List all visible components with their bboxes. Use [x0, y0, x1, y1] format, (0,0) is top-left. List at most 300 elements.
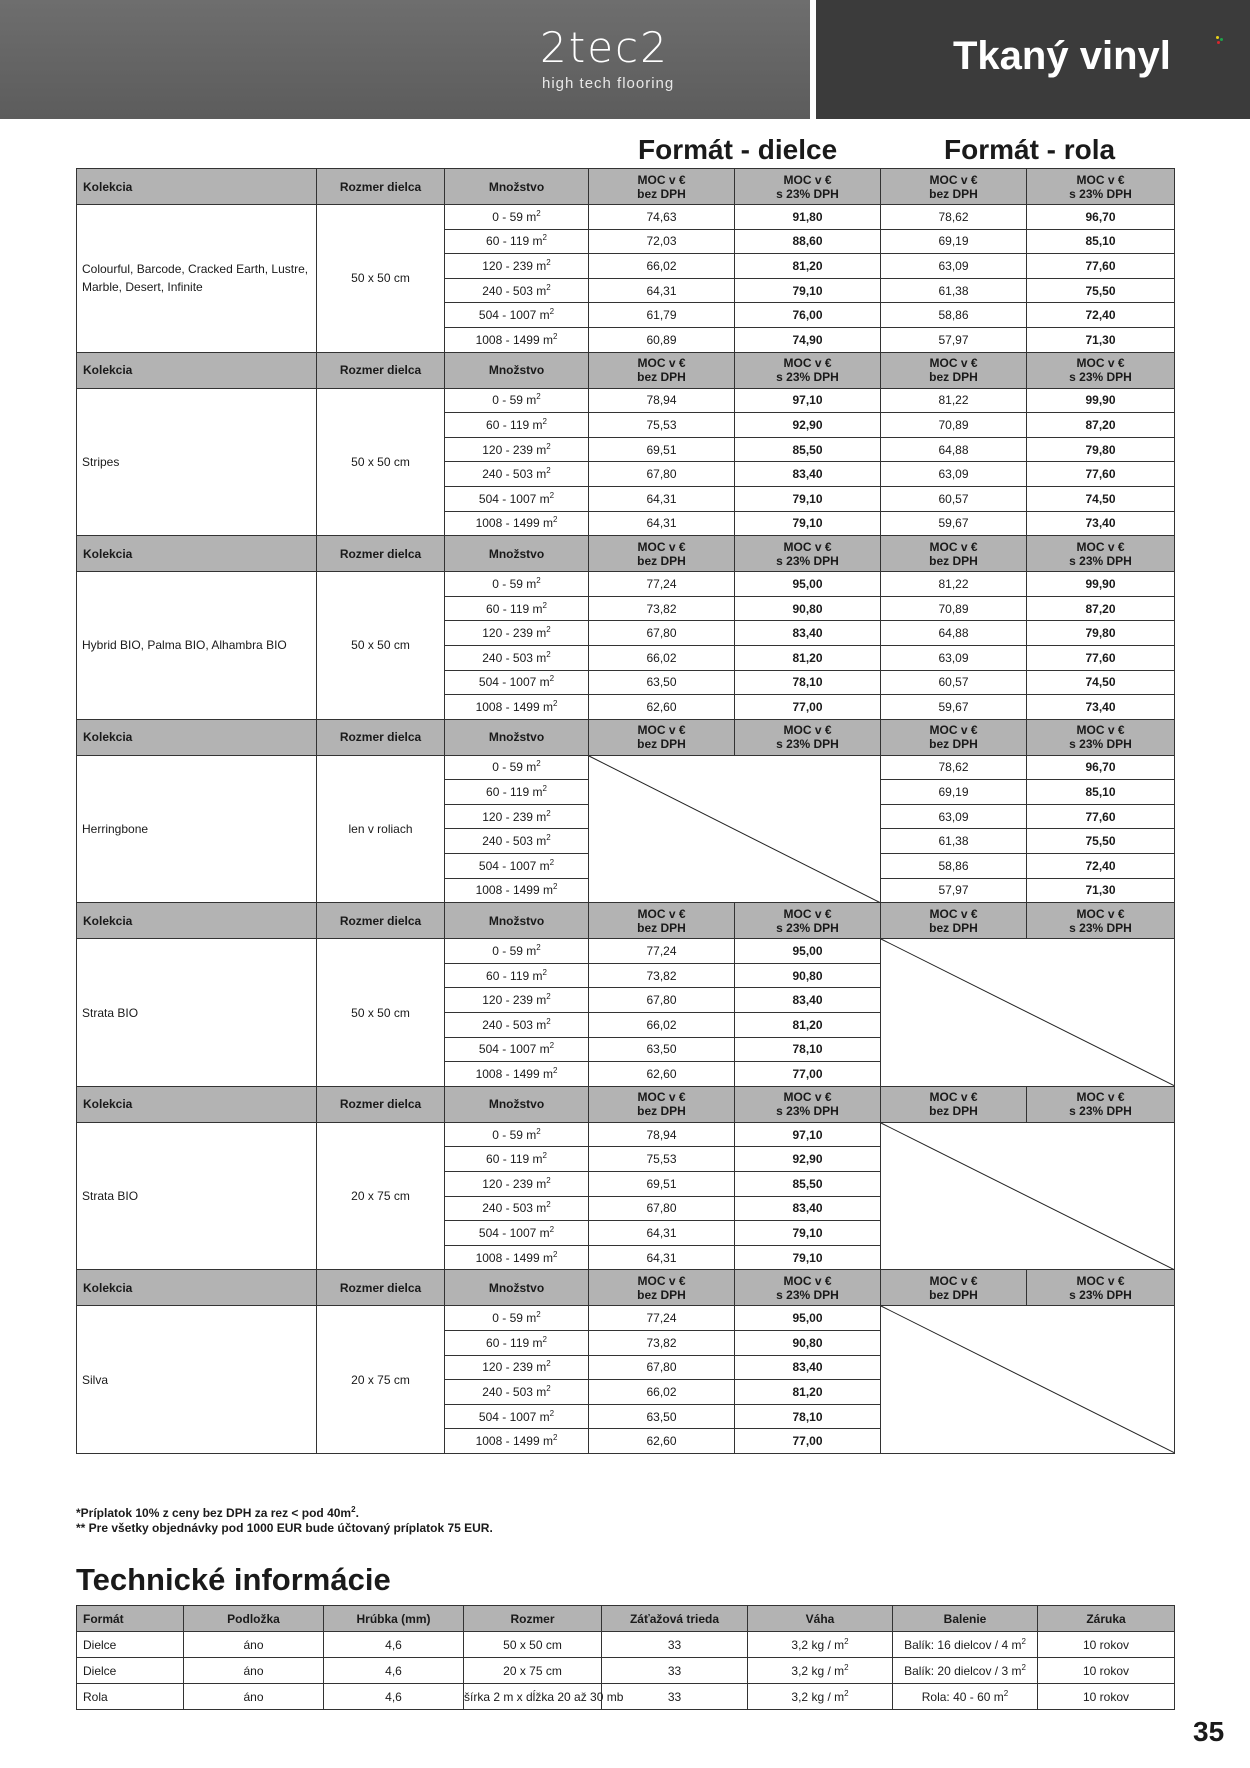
price-tiles-incl-vat: 77,00	[735, 695, 881, 720]
price-tiles-excl-vat: 64,31	[589, 278, 735, 303]
quantity-text: 60 - 119 m	[486, 1335, 543, 1350]
price-roll-excl-vat: 57,97	[881, 327, 1027, 352]
tech-cell	[748, 1684, 893, 1710]
price-roll-excl-vat: 59,67	[881, 695, 1027, 720]
price-tiles-incl-vat: 83,40	[735, 621, 881, 646]
quantity-tier	[445, 939, 589, 964]
tech-cell-text: 33	[667, 1689, 682, 1704]
quantity-header: Množstvo	[445, 352, 589, 388]
moc-label: MOC v €	[1076, 539, 1125, 554]
tech-cell-text: Dielce	[83, 1637, 117, 1652]
tech-header-row	[77, 1606, 1175, 1632]
price-roll-excl-vat: 78,62	[881, 755, 1027, 780]
quantity-text: 240 - 503 m	[482, 834, 547, 849]
size-header: Rozmer dielca	[317, 1270, 445, 1306]
moc-label: MOC v €	[929, 723, 978, 738]
collection-name: Strata BIO	[77, 1122, 317, 1270]
collection-header: Kolekcia	[77, 719, 317, 755]
price-tiles-incl-vat: 79,10	[735, 511, 881, 536]
price-tiles-excl-vat: 63,50	[589, 670, 735, 695]
price-column-header	[735, 1270, 881, 1306]
quantity-text: 120 - 239 m	[482, 442, 547, 457]
tile-size: 50 x 50 cm	[317, 572, 445, 720]
quantity-tier	[445, 755, 589, 780]
price-tiles-incl-vat: 81,20	[735, 254, 881, 279]
price-column-header	[735, 1086, 881, 1122]
price-tiles-incl-vat: 81,20	[735, 1013, 881, 1038]
moc-label: MOC v €	[1076, 1273, 1125, 1288]
price-tiles-incl-vat: 79,10	[735, 486, 881, 511]
price-roll-excl-vat: 63,09	[881, 462, 1027, 487]
price-roll-excl-vat: 58,86	[881, 303, 1027, 328]
moc-label: MOC v €	[929, 356, 978, 371]
tech-cell	[893, 1632, 1038, 1658]
vat-label: bez DPH	[929, 737, 978, 752]
size-header: Rozmer dielca	[317, 352, 445, 388]
tech-cell-text: šírka 2 m x dĺžka 20 až 30 mb	[464, 1689, 624, 1704]
unit-superscript: 2	[549, 674, 555, 684]
tech-cell-text: 4,6	[385, 1637, 402, 1652]
price-tiles-excl-vat: 64,31	[589, 486, 735, 511]
quantity-header: Množstvo	[445, 719, 589, 755]
tech-row	[77, 1632, 1175, 1658]
vat-label: s 23% DPH	[776, 553, 839, 568]
tech-cell-text: 50 x 50 cm	[503, 1637, 562, 1652]
unit-superscript: 2	[536, 392, 541, 402]
table-row	[77, 755, 1175, 780]
price-tiles-excl-vat: 63,50	[589, 1037, 735, 1062]
moc-label: MOC v €	[1076, 356, 1125, 371]
quantity-text: 1008 - 1499 m	[475, 1250, 553, 1265]
tech-cell	[1038, 1684, 1175, 1710]
price-tiles-excl-vat: 64,31	[589, 1221, 735, 1246]
price-tiles-excl-vat: 67,80	[589, 462, 735, 487]
moc-label: MOC v €	[637, 1090, 686, 1105]
price-roll-incl-vat: 77,60	[1027, 462, 1175, 487]
price-tiles-incl-vat: 83,40	[735, 1196, 881, 1221]
collection-name: Strata BIO	[77, 939, 317, 1087]
price-tiles-excl-vat: 64,31	[589, 511, 735, 536]
price-roll-incl-vat: 74,50	[1027, 670, 1175, 695]
price-tiles-incl-vat: 83,40	[735, 462, 881, 487]
price-tiles-incl-vat: 78,10	[735, 670, 881, 695]
price-roll-incl-vat: 79,80	[1027, 437, 1175, 462]
vat-label: bez DPH	[929, 186, 978, 201]
quantity-text: 120 - 239 m	[482, 626, 547, 641]
price-roll-excl-vat: 57,97	[881, 878, 1027, 903]
tile-size: len v roliach	[317, 755, 445, 903]
unit-superscript: 2	[536, 759, 541, 769]
tech-cell	[324, 1658, 464, 1684]
price-roll-incl-vat: 71,30	[1027, 878, 1175, 903]
quantity-text: 120 - 239 m	[482, 258, 547, 273]
price-tiles-excl-vat: 62,60	[589, 1062, 735, 1087]
price-column-header	[881, 1270, 1027, 1306]
price-tiles-excl-vat: 78,94	[589, 1122, 735, 1147]
quantity-text: 504 - 1007 m	[478, 1409, 550, 1424]
quantity-tier	[445, 1122, 589, 1147]
page-number: 35	[1193, 1716, 1225, 1747]
price-column-header	[735, 169, 881, 205]
quantity-header: Množstvo	[445, 1270, 589, 1306]
price-column-header	[1027, 719, 1175, 755]
tech-cell-text: Rola	[83, 1689, 108, 1704]
quantity-tier	[445, 1380, 589, 1405]
group-header-row	[77, 719, 1175, 755]
moc-label: MOC v €	[929, 539, 978, 554]
price-tiles-excl-vat: 77,24	[589, 1306, 735, 1331]
tech-cell-text: Rola: 40 - 60 m	[921, 1689, 1004, 1704]
price-tiles-excl-vat: 60,89	[589, 327, 735, 352]
price-tiles-incl-vat: 92,90	[735, 413, 881, 438]
price-column-header	[735, 352, 881, 388]
quantity-tier	[445, 780, 589, 805]
quantity-text: 504 - 1007 m	[478, 491, 550, 506]
quantity-tier	[445, 878, 589, 903]
tech-cell	[893, 1684, 1038, 1710]
price-tiles-incl-vat: 90,80	[735, 963, 881, 988]
tech-cell	[184, 1632, 324, 1658]
quantity-text: 0 - 59 m	[492, 1311, 537, 1326]
price-tiles-excl-vat: 61,79	[589, 303, 735, 328]
size-header: Rozmer dielca	[317, 903, 445, 939]
price-tiles-excl-vat: 66,02	[589, 1380, 735, 1405]
unit-superscript: 2	[552, 331, 558, 341]
price-column-header	[735, 719, 881, 755]
unit-superscript: 2	[546, 1200, 551, 1210]
unit-superscript: 2	[546, 992, 551, 1002]
price-roll-excl-vat: 60,57	[881, 670, 1027, 695]
price-roll-incl-vat: 99,90	[1027, 572, 1175, 597]
quantity-tier	[445, 1355, 589, 1380]
tech-cell-text: áno	[243, 1663, 264, 1678]
tech-cell-text: 10 rokov	[1082, 1689, 1130, 1704]
quantity-tier	[445, 388, 589, 413]
quantity-text: 60 - 119 m	[486, 785, 543, 800]
unit-superscript: 2	[552, 1433, 558, 1443]
vat-label: bez DPH	[637, 370, 686, 385]
quantity-tier	[445, 829, 589, 854]
tech-column-header: Váha	[748, 1606, 893, 1632]
tech-info-table	[76, 1605, 1175, 1710]
quantity-tier	[445, 327, 589, 352]
price-tiles-incl-vat: 79,10	[735, 278, 881, 303]
price-table	[76, 168, 1175, 1454]
price-column-header	[589, 169, 735, 205]
quantity-tier	[445, 254, 589, 279]
tech-cell-text: 33	[667, 1637, 682, 1652]
quantity-text: 120 - 239 m	[482, 1360, 547, 1375]
quantity-tier	[445, 1013, 589, 1038]
quantity-tier	[445, 1306, 589, 1331]
tech-column-header: Balenie	[893, 1606, 1038, 1632]
unit-superscript: 2	[542, 1334, 547, 1344]
table-row	[77, 388, 1175, 413]
price-tiles-incl-vat: 81,20	[735, 645, 881, 670]
price-tiles-incl-vat: 83,40	[735, 988, 881, 1013]
moc-label: MOC v €	[783, 906, 832, 921]
vat-label: bez DPH	[637, 920, 686, 935]
not-available-cell	[881, 1122, 1175, 1270]
size-header: Rozmer dielca	[317, 536, 445, 572]
tech-cell	[77, 1658, 184, 1684]
moc-label: MOC v €	[929, 1090, 978, 1105]
price-tiles-incl-vat: 77,00	[735, 1429, 881, 1454]
price-tiles-excl-vat: 77,24	[589, 572, 735, 597]
group-header-row	[77, 169, 1175, 205]
tech-cell	[464, 1658, 602, 1684]
unit-superscript: 2	[542, 233, 547, 243]
vat-label: s 23% DPH	[1069, 553, 1132, 568]
price-tiles-excl-vat: 69,51	[589, 1172, 735, 1197]
vat-label: s 23% DPH	[1069, 1104, 1132, 1119]
unit-superscript: 2	[536, 1310, 541, 1320]
price-column-header	[1027, 536, 1175, 572]
quantity-text: 1008 - 1499 m	[475, 332, 553, 347]
price-tiles-excl-vat: 66,02	[589, 645, 735, 670]
quantity-text: 1008 - 1499 m	[475, 1434, 553, 1449]
tile-size: 20 x 75 cm	[317, 1122, 445, 1270]
tech-cell-text: 3,2 kg / m	[791, 1689, 845, 1704]
price-column-header	[589, 719, 735, 755]
price-roll-incl-vat: 71,30	[1027, 327, 1175, 352]
collection-name: Herringbone	[77, 755, 317, 903]
tech-cell-text: áno	[243, 1637, 264, 1652]
vat-label: bez DPH	[929, 370, 978, 385]
header-banner-left	[0, 0, 810, 119]
price-roll-incl-vat: 85,10	[1027, 780, 1175, 805]
vat-label: bez DPH	[637, 186, 686, 201]
price-roll-incl-vat: 75,50	[1027, 829, 1175, 854]
price-tiles-incl-vat: 85,50	[735, 1172, 881, 1197]
price-column-header	[881, 536, 1027, 572]
price-roll-excl-vat: 78,62	[881, 205, 1027, 230]
tech-cell	[184, 1658, 324, 1684]
moc-label: MOC v €	[637, 723, 686, 738]
price-tiles-excl-vat: 62,60	[589, 1429, 735, 1454]
price-tiles-excl-vat: 73,82	[589, 963, 735, 988]
tech-cell	[464, 1632, 602, 1658]
diagonal-strike-icon	[589, 756, 880, 903]
quantity-text: 60 - 119 m	[486, 601, 543, 616]
price-roll-excl-vat: 60,57	[881, 486, 1027, 511]
moc-label: MOC v €	[1076, 172, 1125, 187]
moc-label: MOC v €	[929, 906, 978, 921]
quantity-text: 504 - 1007 m	[478, 1225, 550, 1240]
moc-label: MOC v €	[637, 172, 686, 187]
unit-superscript: 2	[549, 857, 555, 867]
tile-size: 50 x 50 cm	[317, 939, 445, 1087]
moc-label: MOC v €	[783, 356, 832, 371]
price-tiles-excl-vat: 73,82	[589, 596, 735, 621]
quantity-tier	[445, 1062, 589, 1087]
price-roll-incl-vat: 79,80	[1027, 621, 1175, 646]
price-roll-excl-vat: 61,38	[881, 278, 1027, 303]
quantity-tier	[445, 670, 589, 695]
price-roll-excl-vat: 70,89	[881, 413, 1027, 438]
diagonal-strike-icon	[881, 1123, 1174, 1270]
price-roll-incl-vat: 85,10	[1027, 229, 1175, 254]
table-row	[77, 572, 1175, 597]
unit-superscript: 2	[1021, 1636, 1026, 1646]
price-column-header	[881, 719, 1027, 755]
diagonal-strike-icon	[881, 1306, 1174, 1453]
vat-label: bez DPH	[637, 737, 686, 752]
price-roll-excl-vat: 70,89	[881, 596, 1027, 621]
price-column-header	[735, 903, 881, 939]
price-tiles-excl-vat: 63,50	[589, 1404, 735, 1429]
quantity-tier	[445, 486, 589, 511]
price-roll-incl-vat: 99,90	[1027, 388, 1175, 413]
vat-label: s 23% DPH	[776, 1104, 839, 1119]
price-column-header	[589, 536, 735, 572]
not-available-cell	[881, 1306, 1175, 1454]
quantity-header: Množstvo	[445, 1086, 589, 1122]
quantity-tier	[445, 413, 589, 438]
moc-label: MOC v €	[783, 1090, 832, 1105]
brand-logo: 2tec2	[540, 23, 669, 72]
price-column-header	[1027, 1270, 1175, 1306]
price-tiles-incl-vat: 97,10	[735, 388, 881, 413]
vat-label: s 23% DPH	[1069, 370, 1132, 385]
quantity-text: 1008 - 1499 m	[475, 516, 553, 531]
price-roll-incl-vat: 87,20	[1027, 596, 1175, 621]
format-roll-heading: Formát - rola	[944, 134, 1116, 165]
size-header: Rozmer dielca	[317, 719, 445, 755]
group-header-row	[77, 536, 1175, 572]
format-tiles-heading: Formát - dielce	[638, 134, 838, 165]
tile-size: 20 x 75 cm	[317, 1306, 445, 1454]
quantity-tier	[445, 205, 589, 230]
quantity-text: 120 - 239 m	[482, 1176, 547, 1191]
unit-superscript: 2	[549, 307, 555, 317]
quantity-text: 1008 - 1499 m	[475, 1067, 553, 1082]
unit-superscript: 2	[546, 1383, 551, 1393]
price-column-header	[589, 352, 735, 388]
unit-superscript: 2	[552, 698, 558, 708]
price-roll-excl-vat: 63,09	[881, 804, 1027, 829]
price-column-header	[1027, 352, 1175, 388]
price-tiles-excl-vat: 66,02	[589, 1013, 735, 1038]
vat-label: bez DPH	[637, 1104, 686, 1119]
price-tiles-incl-vat: 97,10	[735, 1122, 881, 1147]
price-roll-excl-vat: 64,88	[881, 437, 1027, 462]
price-roll-excl-vat: 81,22	[881, 388, 1027, 413]
price-roll-incl-vat: 77,60	[1027, 254, 1175, 279]
price-column-header	[589, 903, 735, 939]
moc-label: MOC v €	[929, 1273, 978, 1288]
unit-superscript: 2	[542, 600, 547, 610]
price-roll-excl-vat: 69,19	[881, 229, 1027, 254]
tech-cell	[324, 1632, 464, 1658]
tech-cell-text: 10 rokov	[1082, 1637, 1130, 1652]
vat-label: bez DPH	[929, 920, 978, 935]
vat-label: s 23% DPH	[1069, 920, 1132, 935]
quantity-tier	[445, 1429, 589, 1454]
unit-superscript: 2	[552, 882, 558, 892]
quantity-text: 1008 - 1499 m	[475, 883, 553, 898]
collection-header: Kolekcia	[77, 352, 317, 388]
quantity-tier	[445, 1196, 589, 1221]
moc-label: MOC v €	[637, 539, 686, 554]
tech-column-header: Záťažová trieda	[602, 1606, 748, 1632]
tech-column-header: Záruka	[1038, 1606, 1175, 1632]
tech-cell	[464, 1684, 624, 1710]
moc-label: MOC v €	[783, 172, 832, 187]
tech-cell	[893, 1658, 1038, 1684]
tech-cell-text: 3,2 kg / m	[791, 1663, 845, 1678]
price-tiles-excl-vat: 74,63	[589, 205, 735, 230]
quantity-tier	[445, 437, 589, 462]
quantity-text: 60 - 119 m	[486, 968, 543, 983]
page-title: Tkaný vinyl	[953, 34, 1171, 78]
collection-name: Hybrid BIO, Palma BIO, Alhambra BIO	[77, 572, 317, 720]
quantity-tier	[445, 804, 589, 829]
unit-superscript: 2	[546, 833, 551, 843]
price-roll-incl-vat: 96,70	[1027, 755, 1175, 780]
price-tiles-incl-vat: 95,00	[735, 939, 881, 964]
tech-cell-text: Dielce	[83, 1663, 117, 1678]
tile-size: 50 x 50 cm	[317, 388, 445, 536]
price-tiles-excl-vat: 67,80	[589, 621, 735, 646]
tech-cell	[77, 1684, 184, 1710]
price-roll-incl-vat: 73,40	[1027, 511, 1175, 536]
tech-info-title: Technické informácie	[76, 1562, 391, 1597]
size-header: Rozmer dielca	[317, 1086, 445, 1122]
tech-column-header: Formát	[77, 1606, 184, 1632]
quantity-text: 240 - 503 m	[482, 283, 547, 298]
unit-superscript: 2	[546, 625, 551, 635]
unit-superscript: 2	[536, 575, 541, 585]
tech-cell-text: Balík: 20 dielcov / 3 m	[904, 1663, 1022, 1678]
collection-header: Kolekcia	[77, 903, 317, 939]
quantity-tier	[445, 1221, 589, 1246]
price-column-header	[881, 352, 1027, 388]
moc-label: MOC v €	[637, 356, 686, 371]
unit-superscript: 2	[546, 1359, 551, 1369]
unit-superscript: 2	[542, 416, 547, 426]
tech-cell	[324, 1684, 464, 1710]
quantity-header: Množstvo	[445, 903, 589, 939]
quantity-tier	[445, 854, 589, 879]
price-roll-incl-vat: 87,20	[1027, 413, 1175, 438]
quantity-tier	[445, 596, 589, 621]
price-tiles-excl-vat: 62,60	[589, 695, 735, 720]
quantity-text: 60 - 119 m	[486, 1152, 543, 1167]
group-header-row	[77, 1270, 1175, 1306]
table-row	[77, 205, 1175, 230]
price-column-header	[1027, 169, 1175, 205]
moc-label: MOC v €	[637, 1273, 686, 1288]
price-tiles-excl-vat: 67,80	[589, 988, 735, 1013]
collection-header: Kolekcia	[77, 1086, 317, 1122]
quantity-tier	[445, 1245, 589, 1270]
price-tiles-incl-vat: 78,10	[735, 1037, 881, 1062]
price-tiles-excl-vat: 73,82	[589, 1330, 735, 1355]
price-tiles-incl-vat: 79,10	[735, 1245, 881, 1270]
price-column-header	[589, 1086, 735, 1122]
tech-cell-text: 33	[667, 1663, 682, 1678]
price-roll-incl-vat: 77,60	[1027, 645, 1175, 670]
price-column-header	[735, 536, 881, 572]
tech-cell-text: 4,6	[385, 1689, 402, 1704]
vat-label: s 23% DPH	[1069, 1287, 1132, 1302]
unit-superscript: 2	[844, 1662, 849, 1672]
vat-label: bez DPH	[637, 1287, 686, 1302]
tech-cell-text: áno	[243, 1689, 264, 1704]
tech-cell	[184, 1684, 324, 1710]
vat-label: bez DPH	[929, 1104, 978, 1119]
